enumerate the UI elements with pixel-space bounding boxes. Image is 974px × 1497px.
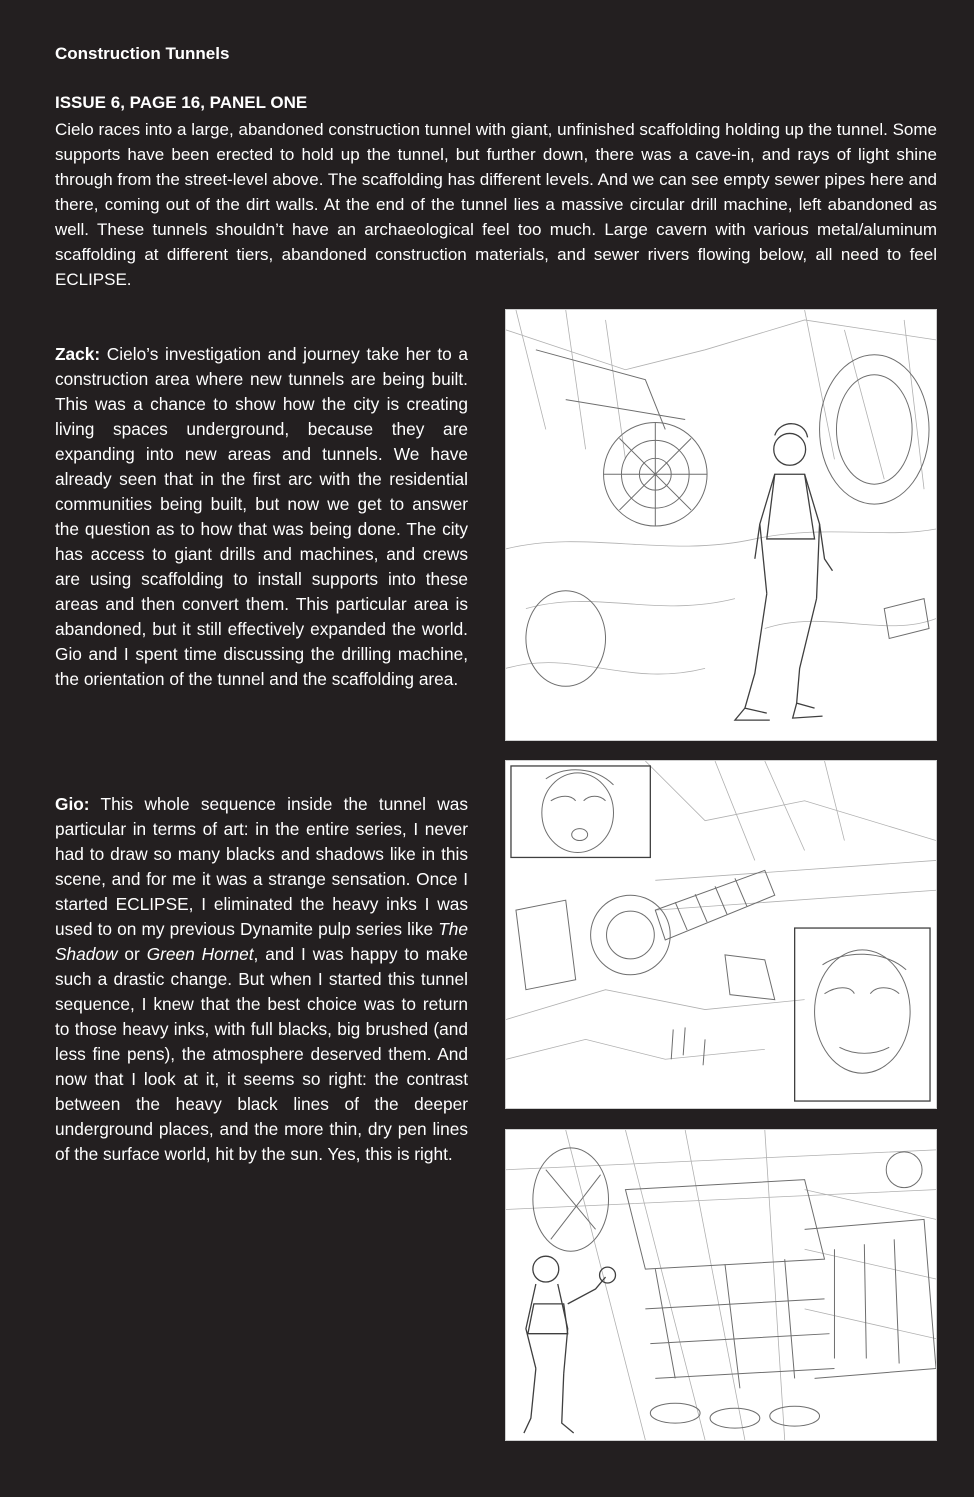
title-green-hornet: Green Hornet [146,944,254,964]
pencil-sketch-scaffolding-cavern [505,1129,937,1441]
sketch-drawing-1 [506,310,936,740]
gio-speaker-label: Gio: [55,794,90,814]
zack-commentary [55,342,468,692]
gio-connector: or [124,944,140,964]
panel-description: Cielo races into a large, abandoned construction tunnel with giant, unfinished scaffolding holding up the tunnel. Some supports have been erected to hold up the tunnel, but further down, there was a cave-in, and rays of light shine through from the street-level above. The scaffolding has different levels. And we can see empty sewer pipes here and there, coming out of the dirt walls. At the end of the tunnel lies a massive circular drill machine, left abandoned as well. These tunnels shouldn’t have an archaeological feel too much. Large cavern with various metal/aluminum scaffolding at different tiers, abandoned construction materials, and sewer rivers flowing below, all need to feel ECLIPSE. [55,120,937,289]
gio-commentary [55,792,468,1167]
pencil-sketch-tunnel-entrance [505,309,937,741]
sketch-drawing-2 [506,761,936,1108]
section-title: Construction Tunnels [55,44,230,63]
zack-speaker-label: Zack: [55,344,101,364]
sketch-drawing-3 [506,1130,936,1440]
title-the-shadow: The Shadow [55,919,468,964]
gio-commentary-text-1: This whole sequence inside the tunnel was particular in terms of art: in the entire series, I never had to draw so many blacks and shadows like in this scene, and for me it was a strange sensation. Once I started ECLIPSE, I eliminated the heavy inks I was used to on my previous Dynamite pulp series like [55,794,468,939]
gio-commentary-text-2: , and I was happy to make such a drastic change. But when I started this tunnel sequence, I knew that the best choice was to return to those heavy inks, with full blacks, big brushed (and less fine pens), the atmosphere deserved them. And now that I look at it, it seems so right: the contrast between the heavy black lines of the deeper underground places, and the more thin, dry pen lines of the surface world, hit by the sun. Yes, this is right. [55,944,469,1164]
zack-commentary-text: Cielo’s investigation and journey take her to a construction area where new tunnels are being built. This was a chance to show how the city is creating living spaces underground, because they are expanding into new areas and tunnels. We have already seen that in the first arc with the residential communities being built, but now we get to answer the question as to how that was being done. The city has access to giant drills and machines, and crews are using scaffolding to install supports into these areas and then convert them. This particular area is abandoned, but it still effectively expanded the world. Gio and I spent time discussing the drilling machine, the orientation of the tunnel and the scaffolding area. [55,344,468,689]
pencil-sketch-faces-and-drill [505,760,937,1109]
panel-heading: ISSUE 6, PAGE 16, PANEL ONE [55,93,308,112]
